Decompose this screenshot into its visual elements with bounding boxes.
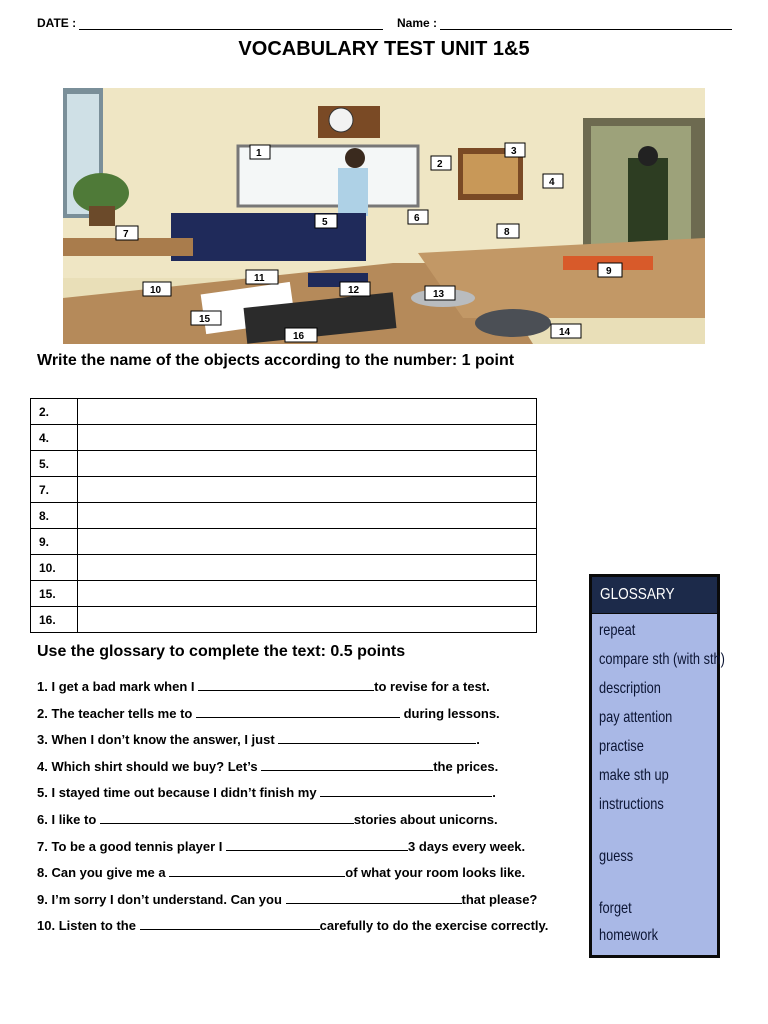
glossary-word: homework bbox=[599, 927, 659, 944]
date-label: DATE : bbox=[37, 16, 77, 30]
answer-cell[interactable] bbox=[78, 451, 537, 477]
question-item bbox=[37, 676, 577, 703]
answer-blank[interactable] bbox=[198, 677, 374, 691]
name-label: Name : bbox=[397, 16, 438, 30]
row-number: 5. bbox=[31, 451, 78, 477]
table-row bbox=[31, 581, 537, 607]
glossary-box bbox=[589, 574, 725, 958]
row-number: 8. bbox=[31, 503, 78, 529]
row-number: 4. bbox=[31, 425, 78, 451]
table-row bbox=[31, 529, 537, 555]
question-item bbox=[37, 729, 577, 756]
scene-label-6: 6 bbox=[414, 213, 420, 224]
question-number: 8. bbox=[37, 865, 48, 881]
question-number: 5. bbox=[37, 785, 48, 801]
section2-heading: Use the glossary to complete the text: 0.5 points bbox=[37, 643, 406, 660]
answer-cell[interactable] bbox=[78, 503, 537, 529]
glossary-word: forget bbox=[599, 900, 632, 917]
row-number: 2. bbox=[31, 399, 78, 425]
question-text-before: Listen to the bbox=[58, 918, 136, 934]
question-item bbox=[37, 889, 577, 916]
scene-label-3: 3 bbox=[511, 146, 517, 157]
table-row bbox=[31, 607, 537, 633]
glossary-word: description bbox=[599, 680, 661, 697]
answer-blank[interactable] bbox=[169, 863, 345, 877]
question-text-before: I get a bad mark when I bbox=[51, 679, 195, 694]
glossary-word: compare sth (with sth) bbox=[599, 651, 725, 668]
glossary-word: pay attention bbox=[599, 709, 673, 726]
question-text-after: stories about unicorns. bbox=[353, 811, 498, 827]
question-text-after: 3 days every week. bbox=[408, 838, 526, 854]
table-row bbox=[31, 399, 537, 425]
question-text-after: . bbox=[476, 732, 480, 748]
answer-blank[interactable] bbox=[140, 916, 320, 930]
question-text-before: When I don’t know the answer, I just bbox=[51, 732, 275, 748]
answer-cell[interactable] bbox=[78, 555, 537, 581]
scene-label-8: 8 bbox=[504, 227, 510, 238]
section1-heading: Write the name of the objects according to the number: 1 point bbox=[37, 352, 515, 369]
question-number: 1. bbox=[37, 679, 48, 694]
scene-label-13: 13 bbox=[433, 289, 445, 300]
answer-blank[interactable] bbox=[286, 890, 462, 904]
answer-blank[interactable] bbox=[261, 757, 433, 771]
question-text-after: to revise for a test. bbox=[374, 679, 490, 694]
scene-label-15: 15 bbox=[199, 314, 211, 325]
question-text-before: Can you give me a bbox=[51, 865, 166, 881]
name-blank[interactable] bbox=[440, 17, 732, 30]
answer-cell[interactable] bbox=[78, 581, 537, 607]
question-number: 9. bbox=[37, 891, 48, 907]
scene-label-4: 4 bbox=[549, 177, 555, 188]
glossary-word: guess bbox=[599, 848, 634, 865]
question-text-after: of what your room looks like. bbox=[345, 865, 526, 881]
scene-label-7: 7 bbox=[123, 229, 129, 240]
scene-label-16: 16 bbox=[293, 331, 305, 342]
question-text-before: The teacher tells me to bbox=[51, 705, 193, 721]
table-row bbox=[31, 503, 537, 529]
question-text-before: To be a good tennis player I bbox=[51, 838, 223, 854]
question-item bbox=[37, 756, 577, 783]
table-row bbox=[31, 555, 537, 581]
question-item bbox=[37, 703, 577, 730]
scene-label-9: 9 bbox=[606, 266, 612, 277]
question-number: 4. bbox=[37, 758, 48, 774]
date-field[interactable] bbox=[37, 16, 383, 30]
question-text-after: carefully to do the exercise correctly. bbox=[319, 918, 549, 934]
question-list bbox=[37, 676, 577, 942]
row-number: 10. bbox=[31, 555, 78, 581]
question-text-after: during lessons. bbox=[399, 705, 500, 721]
glossary-header bbox=[592, 577, 717, 613]
glossary-word: repeat bbox=[599, 622, 636, 639]
glossary-word: instructions bbox=[599, 796, 664, 813]
scene-label-2: 2 bbox=[437, 159, 443, 170]
question-item bbox=[37, 915, 577, 942]
scene-label-12: 12 bbox=[348, 285, 360, 296]
row-number: 16. bbox=[31, 607, 78, 633]
question-text-before: Which shirt should we buy? Let’s bbox=[51, 758, 258, 774]
scene-label-14: 14 bbox=[559, 327, 571, 338]
question-text-after: that please? bbox=[461, 891, 538, 907]
answer-blank[interactable] bbox=[226, 837, 408, 851]
row-number: 15. bbox=[31, 581, 78, 607]
date-blank[interactable] bbox=[79, 17, 383, 30]
answer-blank[interactable] bbox=[278, 730, 476, 744]
table-row bbox=[31, 477, 537, 503]
row-number: 7. bbox=[31, 477, 78, 503]
classroom-illustration bbox=[63, 88, 705, 344]
glossary-word: make sth up bbox=[599, 767, 669, 784]
question-text-before: I stayed time out because I didn’t finish my bbox=[51, 785, 317, 801]
question-item bbox=[37, 862, 577, 889]
question-number: 3. bbox=[37, 732, 48, 748]
scene-label-5: 5 bbox=[322, 217, 328, 228]
question-number: 7. bbox=[37, 838, 48, 854]
answer-cell[interactable] bbox=[78, 425, 537, 451]
answer-blank[interactable] bbox=[320, 783, 492, 797]
answer-cell[interactable] bbox=[78, 477, 537, 503]
question-text-after: the prices. bbox=[433, 758, 499, 774]
answer-cell[interactable] bbox=[78, 399, 537, 425]
answer-table bbox=[30, 398, 537, 633]
question-number: 2. bbox=[37, 705, 48, 721]
glossary-word-list bbox=[592, 614, 725, 955]
page-title: VOCABULARY TEST UNIT 1&5 bbox=[238, 38, 530, 60]
answer-cell[interactable] bbox=[78, 607, 537, 633]
question-text-before: I like to bbox=[51, 811, 97, 827]
scene-label-1: 1 bbox=[256, 148, 262, 159]
question-item bbox=[37, 782, 577, 809]
question-number: 6. bbox=[37, 811, 48, 827]
question-item bbox=[37, 809, 577, 836]
question-text-after: . bbox=[492, 785, 496, 801]
answer-cell[interactable] bbox=[78, 529, 537, 555]
row-number: 9. bbox=[31, 529, 78, 555]
question-number: 10. bbox=[37, 918, 56, 934]
scene-label-10: 10 bbox=[150, 285, 162, 296]
answer-blank[interactable] bbox=[100, 810, 354, 824]
glossary-word: practise bbox=[599, 738, 644, 755]
table-row bbox=[31, 451, 537, 477]
table-row bbox=[31, 425, 537, 451]
question-item bbox=[37, 836, 577, 863]
answer-blank[interactable] bbox=[196, 704, 400, 718]
scene-label-11: 11 bbox=[254, 273, 265, 284]
name-field[interactable] bbox=[397, 16, 732, 30]
glossary-title: GLOSSARY bbox=[600, 586, 675, 603]
question-text-before: I’m sorry I don’t understand. Can you bbox=[51, 891, 282, 907]
